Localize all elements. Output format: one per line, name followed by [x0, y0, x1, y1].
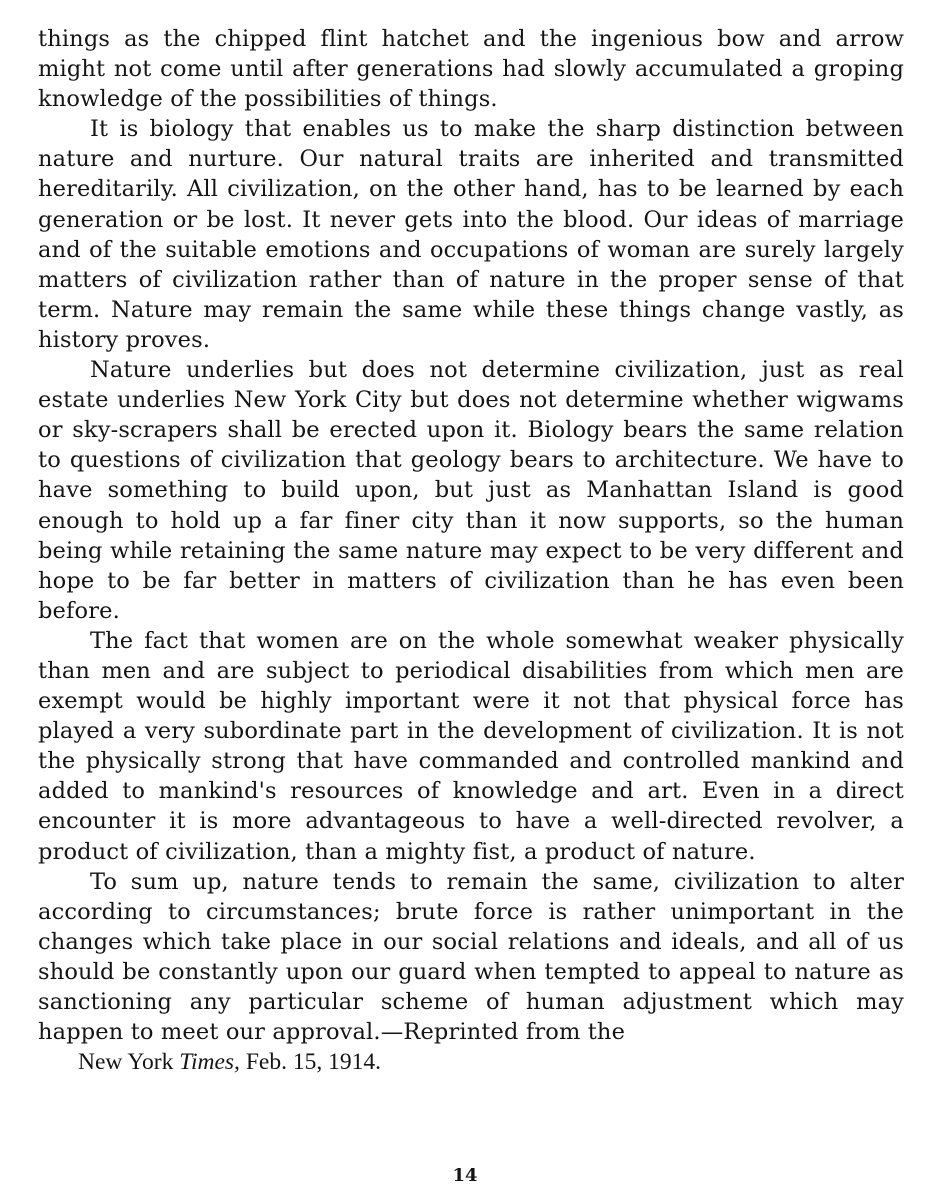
page-number: 14: [452, 1165, 478, 1186]
paragraph-nature-underlies: Nature underlies but does not determine civilization, just as real estate underlies New York City but does not determine whether wigwams or sky-scrapers shall be erected upon it. Biology bears the same relation to questions of civilization that geology bears to architecture. We have to have something to build upon, but just as Manhattan Island is good enough to hold up a far finer city than it now supports, so the human being while retaining the same nature may expect to be very different and hope to be far better in matters of civilization than he has even been before.: [38, 357, 904, 624]
citation-publication-italic: Times,: [179, 1049, 240, 1076]
citation-line: [38, 1047, 904, 1077]
paragraph-biology: It is biology that enables us to make the sharp distinction between nature and nurture. Our natural traits are inherited and transmitted hereditarily. All civilization, on the other hand, has to be learned by each generation or be lost. It never gets into the blood. Our ideas of marriage and of the suitable emotions and occupations of woman are surely largely matters of civilization rather than of nature in the proper sense of that term. Nature may remain the same while these things change vastly, as history proves.: [38, 116, 904, 353]
citation-publication: New York: [78, 1049, 174, 1076]
paragraph-physical-force: The fact that women are on the whole somewhat weaker physically than men and are subject to periodical disabilities from which men are exempt would be highly important were it not that physical force has played a very subordinate part in the development of civilization. It is not the physically strong that have commanded and controlled mankind and added to mankind's resources of knowledge and art. Even in a direct encounter it is more advantageous to have a well-directed revolver, a product of civilization, than a mighty fist, a product of nature.: [38, 627, 904, 865]
citation-date: Feb. 15, 1914.: [245, 1049, 381, 1076]
paragraph-continuation: things as the chipped flint hatchet and the ingenious bow and arrow might not come until after generations had slowly accumulated a groping knowledge of the possibilities of things.: [38, 26, 904, 113]
paragraph-summary: To sum up, nature tends to remain the same, civilization to alter according to circumstances; brute force is rather unimportant in the changes which take place in our social relations and ideals, and all of us should be constantly upon our guard when tempted to appeal to nature as sanctioning any particular scheme of human adjustment which may happen to meet our approval.—Reprinted from the: [38, 868, 904, 1046]
page-body: [38, 24, 904, 1077]
